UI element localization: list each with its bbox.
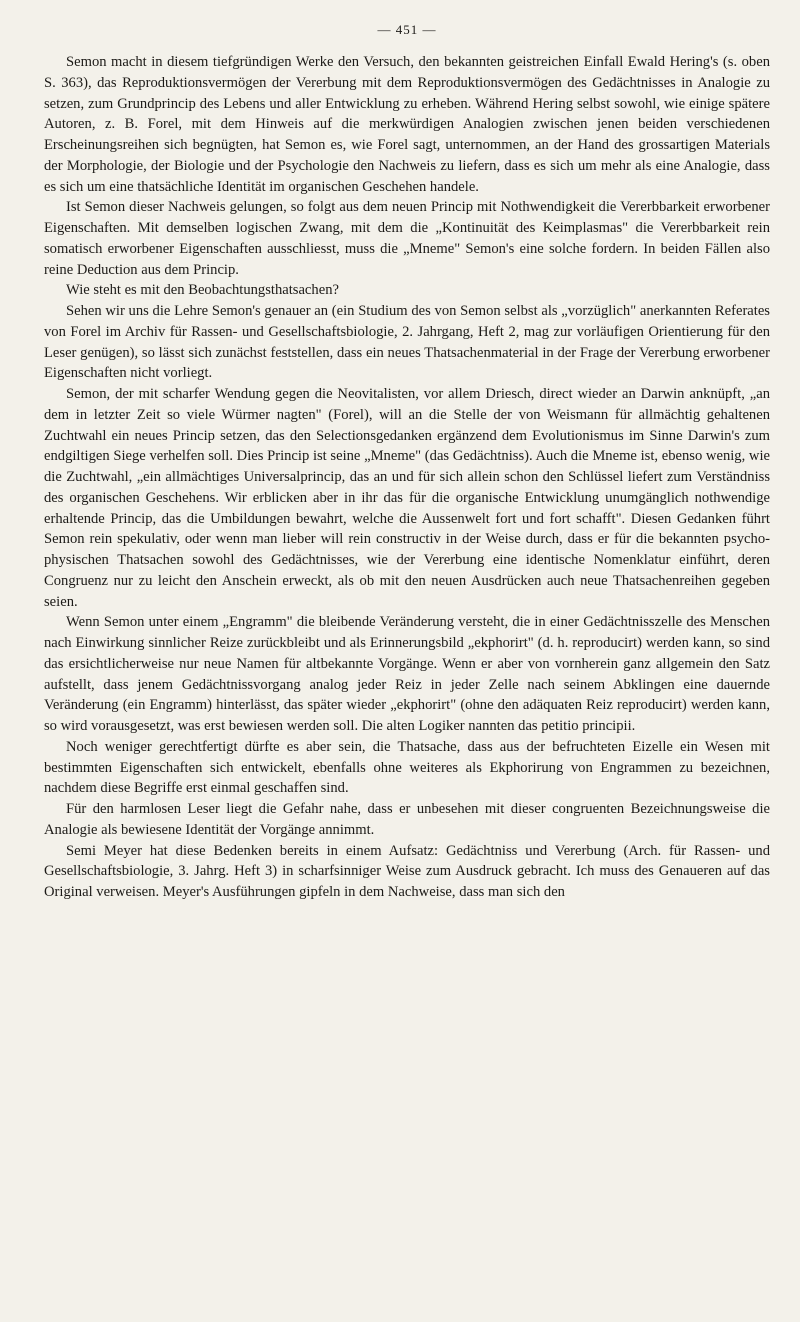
paragraph: Für den harmlosen Leser liegt die Gefahr nahe, dass er unbesehen mit dieser congruenten Bezeichnungsweise die Analogie als bewiesene Identität der Vorgänge annimmt. (44, 801, 770, 838)
body-text (44, 52, 770, 903)
paragraph: Sehen wir uns die Lehre Semon's genauer an (ein Studium des von Semon selbst als „vorzüglich" anerkannten Referates von Forel im Archiv für Rassen- und Gesellschaftsbiologie, 2. Jahrgang, Heft 2, mag zur vorläufigen Orientierung für den Leser genügen), so lässt sich zunächst feststellen, dass ein neues Thatsachenmaterial in der Frage der Vererbung erworbener Eigenschaften nicht vorliegt. (44, 303, 770, 382)
paragraph: Semon, der mit scharfer Wendung gegen die Neovitalisten, vor allem Driesch, direct wieder an Darwin anknüpft, „an dem in letzter Zeit so viele Würmer nagten" (Forel), will an die Stelle der von Weismann für allmächtig gehaltenen Zuchtwahl ein neues Princip setzen, das den Selectionsgedanken ergänzend dem Evolutionismus im Sinne Darwin's zum endgiltigen Siege verhelfen soll. Dies Princip ist seine „Mneme" (das Gedächtniss). Auch die Mneme ist, ebenso wenig, wie die Zuchtwahl, „ein allmächtiges Universalprincip, das an und für sich allein schon den Schlüssel liefert zum Verständniss des organischen Geschehens. Wir erblicken aber in ihr das für die organische Entwicklung unumgänglich nothwendige erhaltende Princip, das die Umbildungen bewahrt, welche die Aussenwelt fort und fort schafft". Diesen Gedanken führt Semon rein spekulativ, oder wenn man lieber will rein constructiv in der Weise durch, dass er für die bekannten psycho-physischen Thatsachen sowohl des Gedächtnisses, wie der Vererbung eine identische Nomenklatur einführt, deren Congruenz nur zu leicht den Anschein erweckt, als ob mit den neuen Ausdrücken auch neue Thatsachenreihen gegeben seien. (44, 386, 770, 610)
paragraph: Semon macht in diesem tiefgründigen Werke den Versuch, den bekannten geistreichen Einfall Ewald Hering's (s. oben S. 363), das Reproduktionsvermögen der Vererbung mit dem Reproduktionsvermögen des Gedächtnisses in Analogie zu setzen, zum Grundprincip des Lebens und aller Entwicklung zu erheben. Während Hering selbst sowohl, wie einige spätere Autoren, z. B. Forel, mit dem Hinweis auf die merkwürdigen Analogien zwischen jenen beiden verschiedenen Erscheinungsreihen sich begnügten, hat Semon es, wie Forel sagt, unternommen, an der Hand des grossartigen Materials der Morphologie, der Biologie und der Psychologie den Nachweis zu liefern, dass es sich um mehr als eine Analogie, dass es sich um eine thatsächliche Identität im organischen Geschehen handele. (44, 54, 770, 195)
paragraph: Noch weniger gerechtfertigt dürfte es aber sein, die Thatsache, dass aus der befruchteten Eizelle ein Wesen mit bestimmten Eigenschaften sich entwickelt, ebenfalls ohne weiteres als Ekphorirung von Engrammen zu bezeichnen, nachdem diese Begriffe erst einmal geschaffen sind. (44, 738, 770, 797)
paragraph: Ist Semon dieser Nachweis gelungen, so folgt aus dem neuen Princip mit Nothwendigkeit die Vererbbarkeit erworbener Eigenschaften. Mit demselben logischen Zwang, mit dem die „Kontinuität des Keimplasmas" die Vererbbarkeit rein somatisch erworbener Eigenschaften ausschliesst, muss die „Mneme" Semon's eine solche fordern. In beiden Fällen also reine Deduction aus dem Princip. (44, 199, 770, 278)
page-number: — 451 — (377, 22, 437, 37)
paragraph: Semi Meyer hat diese Bedenken bereits in einem Aufsatz: Gedächtniss und Vererbung (Arch. für Rassen- und Gesellschaftsbiologie, 3. Jahrg. Heft 3) in scharfsinniger Weise zum Ausdruck gebracht. Ich muss des Genaueren auf das Original verweisen. Meyer's Ausführungen gipfeln in dem Nachweise, dass man sich den (44, 842, 770, 900)
paragraph: Wenn Semon unter einem „Engramm" die bleibende Veränderung versteht, die in einer Gedächtnisszelle des Menschen nach Einwirkung sinnlicher Reize zurückbleibt und als Erinnerungsbild „ekphorirt" (d. h. reproducirt) werden kann, so sind das ersichtlicherweise nur neue Namen für altbekannte Vorgänge. Wenn er aber von vornherein ganz allgemein den Satz aufstellt, dass jenem Gedächtnissvorgang analog jeder Reiz in jeder Zelle nach seinem Abklingen eine dauernde Veränderung (ein Engramm) hinterlässt, das später wieder „ekphorirt" (ohne den adäquaten Reiz reproducirt) werden kann, so wird vorausgesetzt, was erst bewiesen werden soll. Die alten Logiker nannten das petitio principii. (44, 614, 770, 734)
paragraph: Wie steht es mit den Beobachtungsthatsachen? (66, 282, 339, 299)
